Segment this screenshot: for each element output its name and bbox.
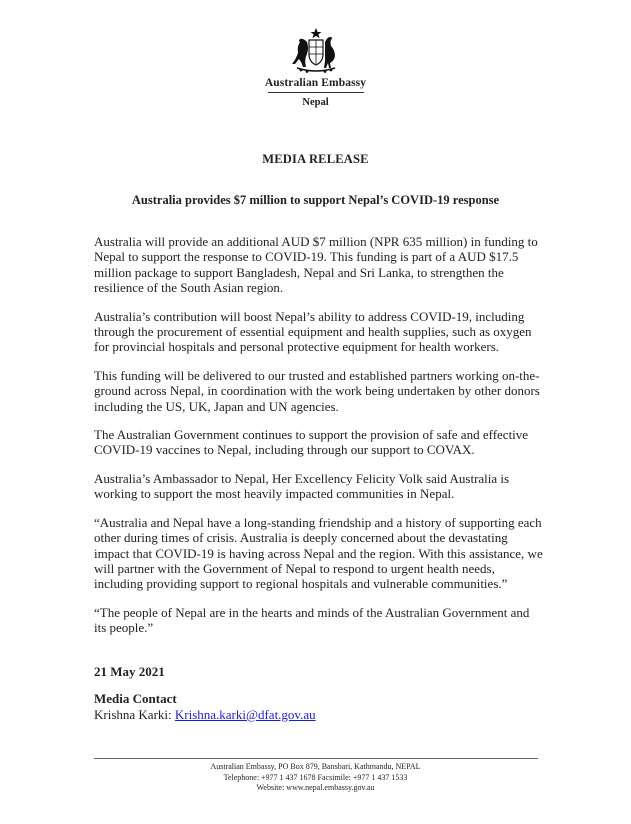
australian-coat-of-arms-icon bbox=[285, 26, 347, 76]
paragraph: Australia will provide an additional AUD $7 million (NPR 635 million) in funding to Nepal to support the response to COVID-19. This funding is part of a AUD $17.5 million package to support Bangladesh, Nepal and Sri Lanka, to strengthen the resilience of the South Asian region. bbox=[94, 234, 538, 296]
footer-phones: Telephone: +977 1 437 1678 Facsimile: +977 1 437 1533 bbox=[223, 772, 408, 782]
release-label: MEDIA RELEASE bbox=[262, 152, 369, 166]
release-date: 21 May 2021 bbox=[94, 664, 165, 679]
org-location: Nepal bbox=[302, 97, 329, 108]
footer bbox=[0, 762, 631, 794]
org-name: Australian Embassy bbox=[264, 77, 367, 89]
contact-email-link[interactable]: Krishna.karki@dfat.gov.au bbox=[174, 707, 316, 722]
contact-name: Krishna Karki: bbox=[94, 707, 175, 722]
paragraph: This funding will be delivered to our trusted and established partners working on-the-ground across Nepal, in coordination with the work being undertaken by other donors including the US, UK, Japan and UN agencies. bbox=[94, 367, 540, 414]
footer-divider bbox=[94, 758, 538, 759]
quote-paragraph: “Australia and Nepal have a long-standing friendship and a history of supporting each other during times of crisis. Australia is deeply concerned about the devastating impact that COVID-19 is having across Nepal and the region. With this assistance, we will partner with the Government of Nepal to respond to urgent health needs, including providing support to regional hospitals and vulnerable communities.” bbox=[94, 514, 543, 592]
headline: Australia provides $7 million to support Nepal’s COVID-19 response bbox=[131, 193, 500, 207]
quote-paragraph: “The people of Nepal are in the hearts and minds of the Australian Government and its people.” bbox=[94, 604, 530, 636]
paragraph: The Australian Government continues to support the provision of safe and effective COVID-19 vaccines to Nepal, including through our support to COVAX. bbox=[94, 427, 529, 458]
release-body bbox=[94, 234, 544, 649]
footer-website: Website: www.nepal.embassy.gov.au bbox=[256, 783, 375, 792]
paragraph: Australia’s Ambassador to Nepal, Her Excellency Felicity Volk said Australia is working to support the most heavily impacted communities in Nepal. bbox=[94, 470, 510, 502]
letterhead bbox=[0, 26, 631, 108]
contact-line bbox=[94, 707, 316, 723]
footer-address: Australian Embassy, PO Box 879, Bansbari, Kathmandu, NEPAL bbox=[210, 762, 421, 771]
contact-heading: Media Contact bbox=[94, 691, 177, 706]
header-divider bbox=[268, 92, 364, 93]
paragraph: Australia’s contribution will boost Nepal’s ability to address COVID-19, including through the procurement of essential equipment and health supplies, such as oxygen for provincial hospitals and personal protective equipment for health workers. bbox=[94, 308, 532, 355]
